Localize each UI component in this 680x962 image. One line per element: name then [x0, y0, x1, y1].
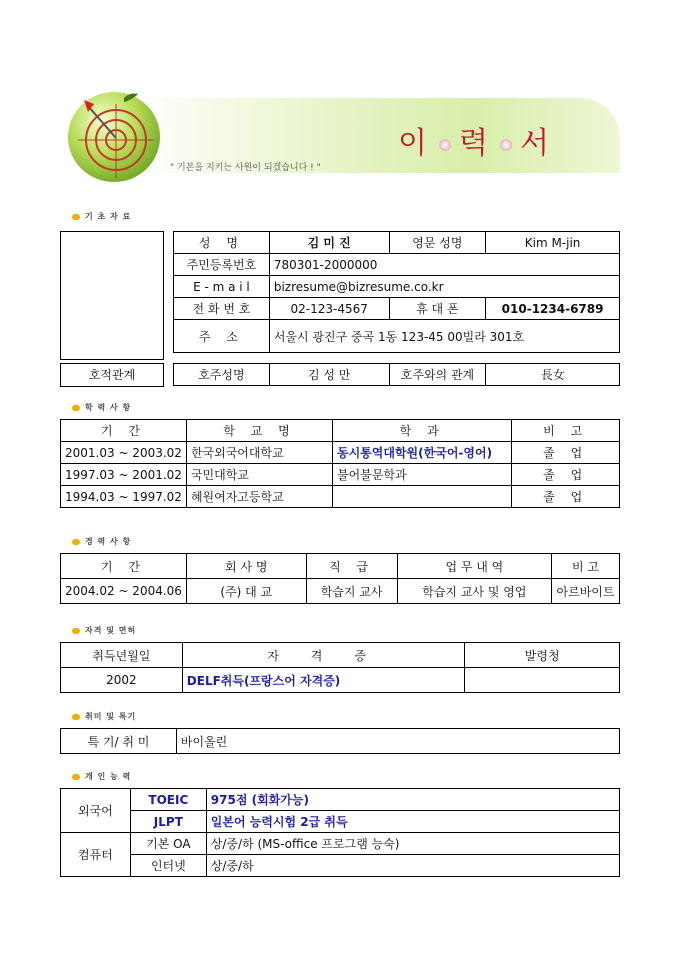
relation-table: [173, 363, 620, 386]
ability-value: 상/중/하: [206, 855, 619, 877]
section-license-title: 자격 및 면허: [72, 625, 136, 636]
mobile-label: 휴 대 폰: [389, 298, 486, 320]
education-table: [60, 419, 620, 508]
table-row: [61, 464, 620, 486]
career-company: (주) 대 교: [186, 579, 306, 604]
dot-icon: [439, 139, 451, 151]
license-header-name: 자 격 증: [182, 643, 465, 668]
edu-school: 혜원여자고등학교: [186, 486, 332, 508]
bullet-icon: [72, 405, 80, 411]
bullet-icon: [72, 714, 80, 720]
edu-note: 졸 업: [512, 486, 620, 508]
edu-header-school: 학 교 명: [186, 420, 332, 442]
slogan-text: " 기본을 지키는 사원이 되겠습니다 ! ": [170, 163, 321, 173]
section-career-title: 경 력 사 항: [72, 536, 131, 547]
section-hobby-title: 취미 및 특기: [72, 711, 136, 722]
edu-school: 국민대학교: [186, 464, 332, 486]
edu-period: 2001.03 ~ 2003.02: [61, 442, 187, 464]
ability-sub: 인터넷: [130, 855, 206, 877]
career-header-period: 기 간: [61, 554, 187, 579]
title-char-1: 이: [398, 126, 431, 161]
table-row: [61, 486, 620, 508]
edu-school: 한국외국어대학교: [186, 442, 332, 464]
license-issuer: [465, 668, 620, 693]
head-name-value: 김 성 만: [269, 364, 389, 386]
bullet-icon: [72, 628, 80, 634]
eng-name-value: Kim M-jin: [486, 232, 620, 254]
ability-table: [60, 788, 620, 877]
license-header-date: 취득년월일: [61, 643, 183, 668]
mobile-value: 010-1234-6789: [486, 298, 620, 320]
title-char-2: 력: [458, 126, 492, 161]
foreign-language-label: 외국어: [61, 789, 131, 833]
id-value: 780301-2000000: [269, 254, 619, 276]
header-banner: [60, 88, 620, 183]
ability-sub: 기본 OA: [130, 833, 206, 855]
license-header-issuer: 발령청: [465, 643, 620, 668]
license-date: 2002: [61, 668, 183, 693]
head-relation-value: 長女: [486, 364, 620, 386]
email-value: bizresume@bizresume.co.kr: [269, 276, 619, 298]
relation-label: 호적관계: [60, 363, 164, 387]
page-title: [398, 118, 553, 162]
bullet-icon: [72, 539, 80, 545]
edu-note: 졸 업: [512, 464, 620, 486]
edu-major: 불어불문학과: [333, 464, 512, 486]
edu-period: 1994.03 ~ 1997.02: [61, 486, 187, 508]
ability-sub: TOEIC: [130, 789, 206, 811]
section-education-title: 학 력 사 항: [72, 402, 131, 413]
edu-header-major: 학 과: [333, 420, 512, 442]
edu-header-note: 비 고: [512, 420, 620, 442]
career-note: 아르바이트: [552, 579, 620, 604]
section-ability-title: 개 인 능 력: [72, 771, 131, 782]
eng-name-label: 영문 성명: [389, 232, 486, 254]
hobby-value: 바이올린: [176, 729, 619, 754]
head-relation-label: 호주와의 관계: [389, 364, 486, 386]
head-name-label: 호주성명: [174, 364, 270, 386]
career-header-duty: 업 무 내 역: [397, 554, 551, 579]
bullet-icon: [72, 214, 80, 220]
edu-note: 졸 업: [512, 442, 620, 464]
career-rank: 학습지 교사: [306, 579, 397, 604]
photo-box: [60, 231, 164, 360]
edu-major: [333, 486, 512, 508]
id-label: 주민등록번호: [174, 254, 270, 276]
career-period: 2004.02 ~ 2004.06: [61, 579, 187, 604]
section-basic-title: 기 초 자 료: [72, 211, 131, 222]
bullet-icon: [72, 774, 80, 780]
computer-label: 컴퓨터: [61, 833, 131, 877]
phone-value: 02-123-4567: [269, 298, 389, 320]
career-header-rank: 직 급: [306, 554, 397, 579]
ability-sub: JLPT: [130, 811, 206, 833]
edu-header-period: 기 간: [61, 420, 187, 442]
ability-value: 975점 (회화가능): [206, 789, 619, 811]
ability-value: 일본어 능력시험 2급 취득: [206, 811, 619, 833]
career-table: [60, 553, 620, 604]
basic-info-table: [173, 231, 620, 353]
table-row: [61, 668, 620, 693]
table-row: [61, 579, 620, 604]
hobby-label: 특 기/ 취 미: [61, 729, 177, 754]
career-duty: 학습지 교사 및 영업: [397, 579, 551, 604]
title-char-3: 서: [519, 126, 553, 161]
address-label: 주 소: [174, 320, 270, 353]
ability-value: 상/중/하 (MS-office 프로그램 능숙): [206, 833, 619, 855]
table-row: [61, 442, 620, 464]
dot-icon: [500, 139, 512, 151]
career-header-note: 비 고: [552, 554, 620, 579]
hobby-table: [60, 728, 620, 754]
phone-label: 전 화 번 호: [174, 298, 270, 320]
edu-major: 동시통역대학원(한국어-영어): [333, 442, 512, 464]
email-label: E - m a i l: [174, 276, 270, 298]
name-value: 김 미 진: [269, 232, 389, 254]
apple-target-icon: [68, 92, 160, 182]
name-label: 성 명: [174, 232, 270, 254]
career-header-company: 회 사 명: [186, 554, 306, 579]
license-table: [60, 642, 620, 693]
edu-period: 1997.03 ~ 2001.02: [61, 464, 187, 486]
license-name: DELF취득(프랑스어 자격증): [182, 668, 465, 693]
address-value: 서울시 광진구 중곡 1동 123-45 00빌라 301호: [269, 320, 619, 353]
